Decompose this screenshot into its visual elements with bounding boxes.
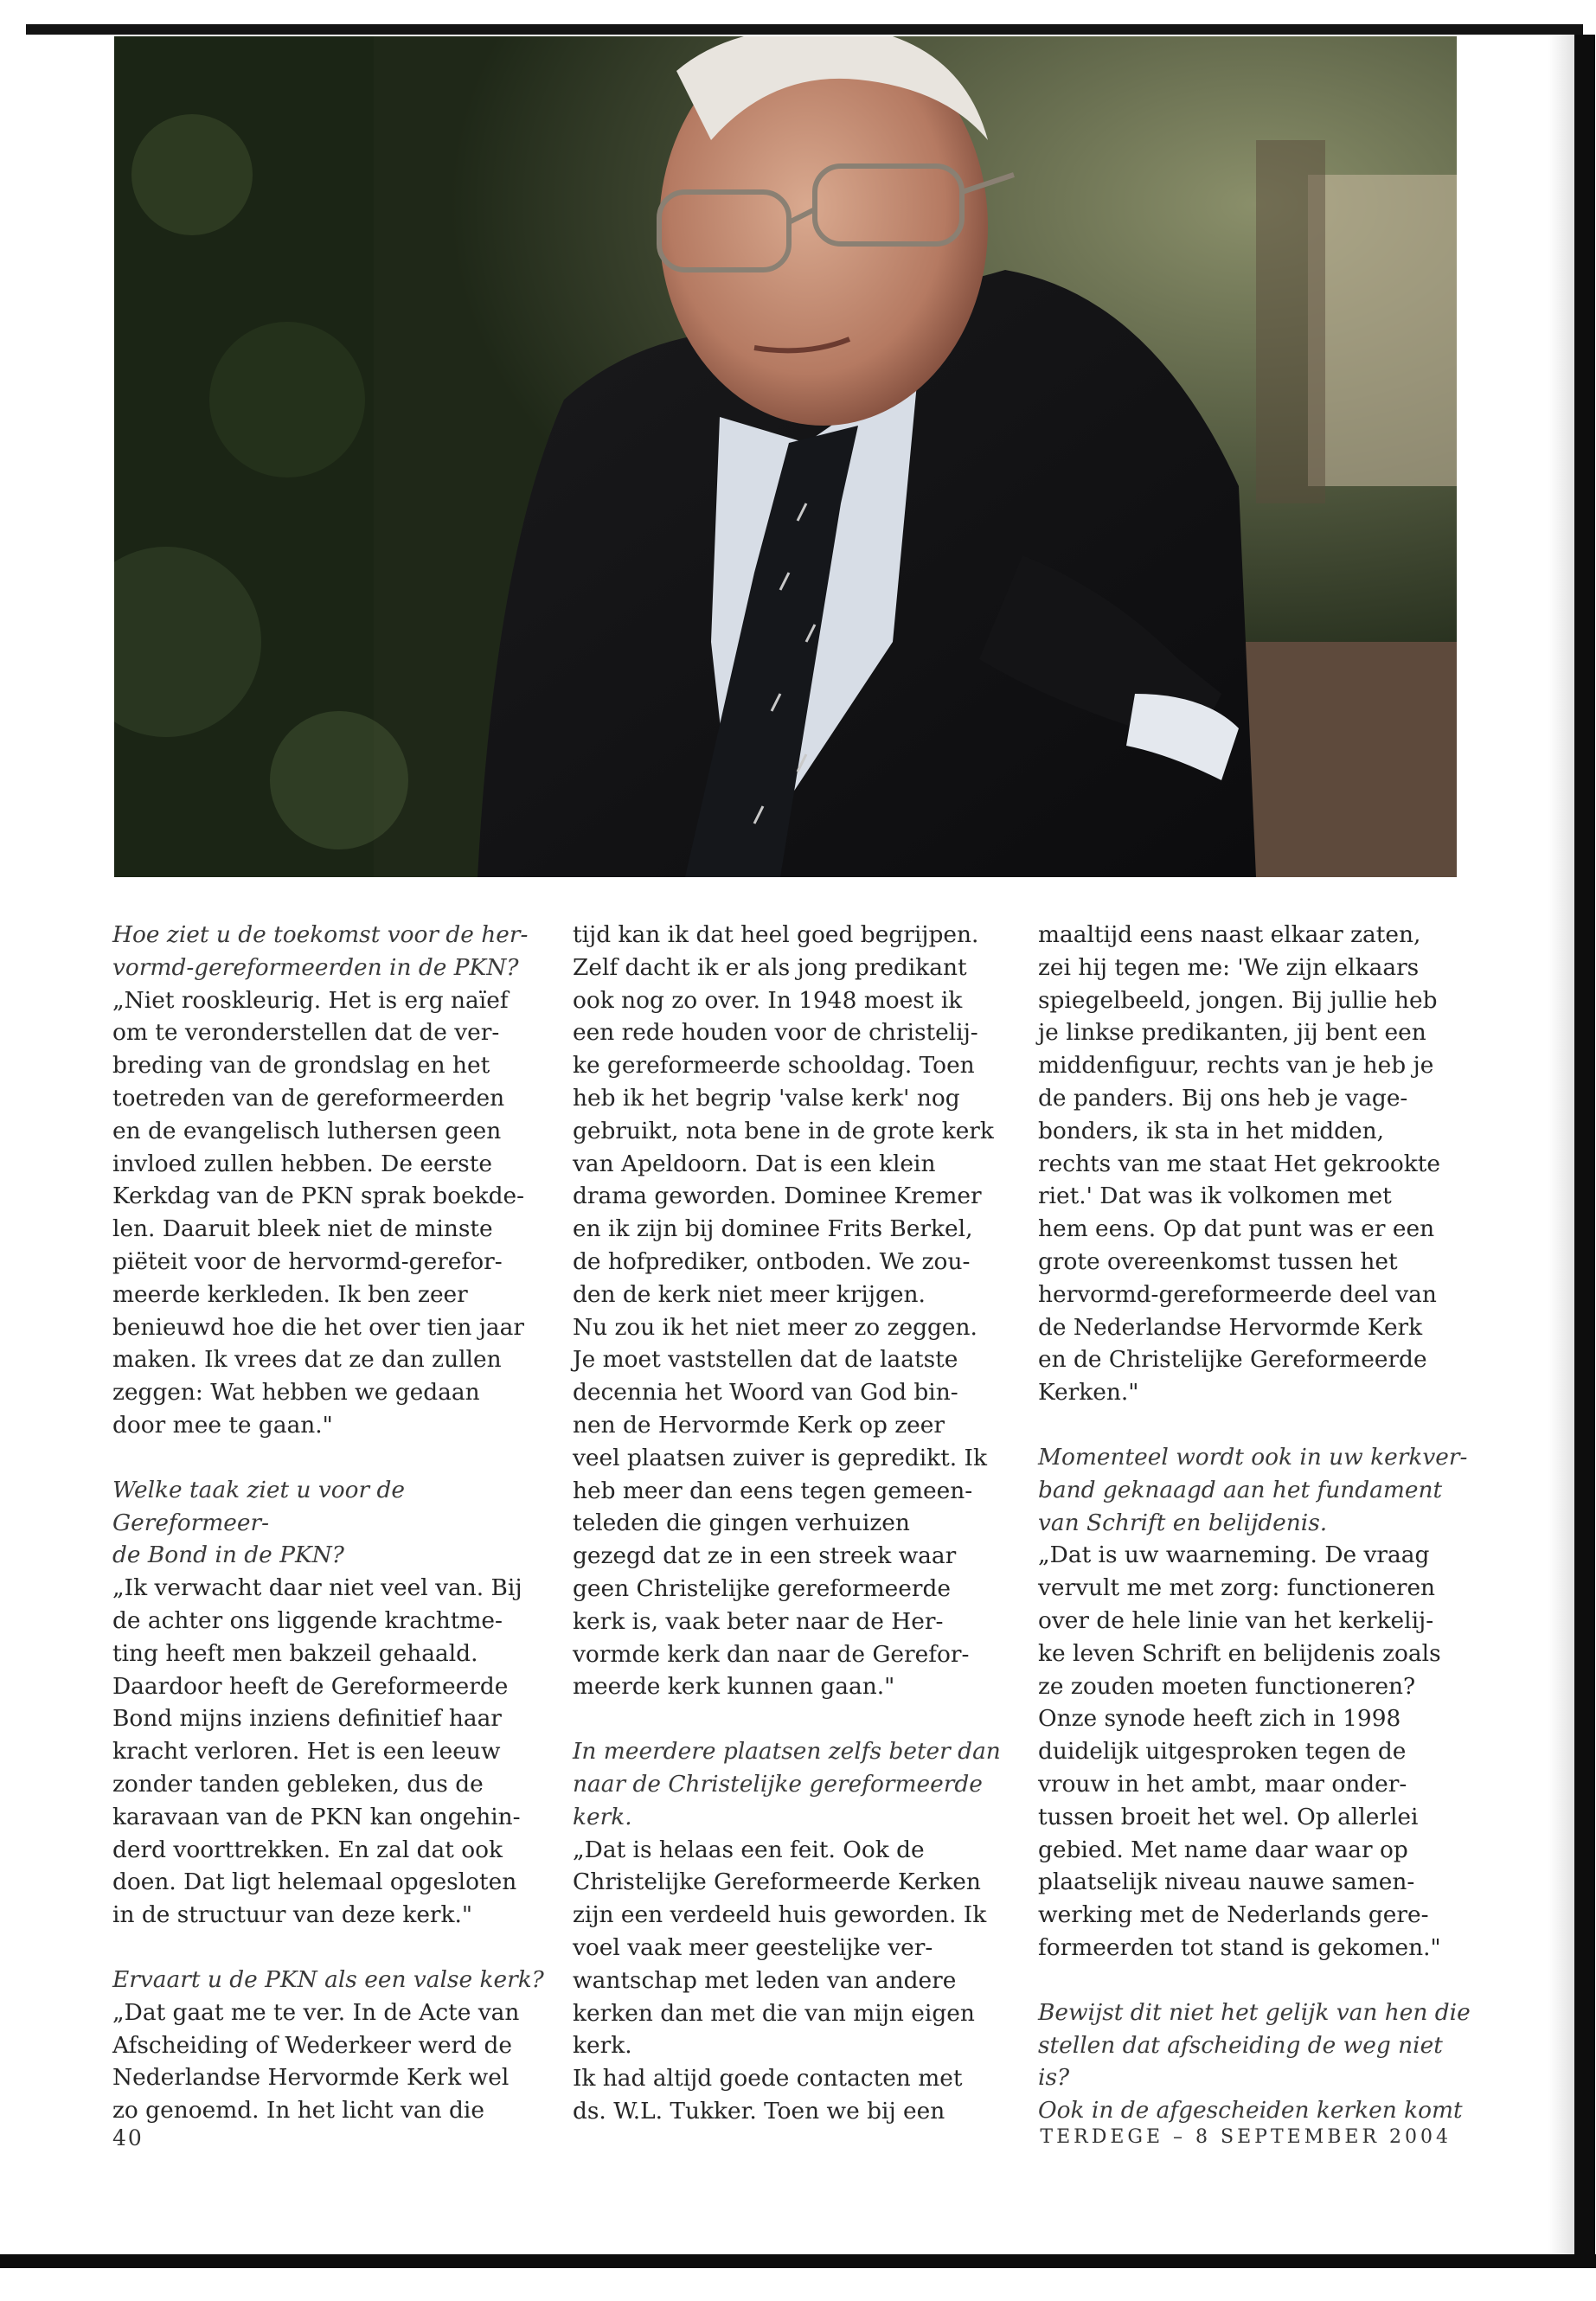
question-1: Hoe ziet u de toekomst voor de her- vormd-gereformeerden in de PKN?: [112, 921, 529, 981]
answer-3: „Dat gaat me te ver. In de Acte van Afscheiding of Wederkeer werd de Nederlandse Hervormde Kerk wel zo genoemd. In het licht van die: [112, 1998, 520, 2125]
top-border: [26, 24, 1583, 35]
question-4: In meerdere plaatsen zelfs beter dan naar de Christelijke gereformeerde kerk.: [573, 1738, 1001, 1830]
publication-footer: TERDEGE – 8 SEPTEMBER 2004: [1040, 2126, 1452, 2148]
bottom-border: [0, 2254, 1596, 2268]
text-column-2: [573, 919, 1005, 2128]
answer-3-continued: tijd kan ik dat heel goed begrijpen. Zelf dacht ik er als jong predikant ook nog zo over. In 1948 moest ik een rede houden voor de christelij- ke gereformeerde schooldag. Toen heb ik het begrip 'valse kerk' nog gebruikt, nota bene in de grote kerk van Apeldoorn. Dat is een klein drama geworden. Dominee Kremer en ik zijn bij dominee Frits Berkel, de hofprediker, ontboden. We zou- den de kerk niet meer krijgen. Nu zou ik het niet meer zo zeggen. Je moet vaststellen dat de laatste decennia het Woord van God bin- nen de Hervormde Kerk op zeer veel plaatsen zuiver is gepredikt. Ik heb meer dan eens tegen gemeen- teleden die gingen verhuizen gezegd dat ze in een streek waar geen Christelijke gereformeerde kerk is, vaak beter naar de Her- vormde kerk dan naar de Gerefor- meerde kerk kunnen gaan.": [573, 921, 994, 1701]
question-5: Momenteel wordt ook in uw kerkver- band geknaagd aan het fundament van Schrift en belijdenis.: [1038, 1443, 1468, 1536]
question-3: Ervaart u de PKN als een valse kerk?: [112, 1965, 544, 1993]
text-column-3: [1038, 919, 1471, 2127]
page-number: 40: [112, 2125, 144, 2150]
answer-2: „Ik verwacht daar niet veel van. Bij de achter ons liggende krachtme- ting heeft men bakzeil gehaald. Daardoor heeft de Gereformeerde Bond mijns inziens definitief haar kracht verloren. Het is een leeuw zonder tanden gebleken, dus de karavaan van de PKN kan ongehin- derd voorttrekken. En zal dat ook doen. Dat ligt helemaal opgesloten in de structuur van deze kerk.": [112, 1574, 522, 1929]
text-column-1: [112, 919, 545, 2127]
answer-5: „Dat is uw waarneming. De vraag vervult me met zorg: functioneren over de hele linie van het kerkelij- ke leven Schrift en belijdenis zoals ze zouden moeten functioneren? Onze synode heeft zich in 1998 duidelijk uitgesproken tegen de vrouw in het ambt, maar onder- tussen broeit het wel. Op allerlei gebied. Met name daar waar op plaatselijk niveau nauwe samen- werking met de Nederlands gere- formeerden tot stand is gekomen.": [1038, 1541, 1441, 1961]
question-2: Welke taak ziet u voor de Gereformeer- de Bond in de PKN?: [112, 1476, 406, 1569]
scan-shadow: [1548, 35, 1574, 2254]
answer-4: „Dat is helaas een feit. Ook de Christelijke Gereformeerde Kerken zijn een verdeeld huis geworden. Ik voel vaak meer geestelijke ver- wantschap met leden van andere kerken dan met die van mijn eigen kerk. Ik had altijd goede contacten met ds. W.L. Tukker. Toen we bij een: [573, 1836, 987, 2125]
portrait-illustration: [114, 36, 1457, 877]
question-6: Bewijst dit niet het gelijk van hen die stellen dat afscheiding de weg niet is? Ook in de afgescheiden kerken komt: [1038, 1998, 1471, 2125]
right-scan-border: [1574, 35, 1595, 2266]
portrait-photo: [114, 36, 1457, 877]
answer-4-continued: maaltijd eens naast elkaar zaten, zei hij tegen me: 'We zijn elkaars spiegelbeeld, jongen. Bij jullie heb je linkse predikanten, jij bent een middenfiguur, rechts van je heb je de panders. Bij ons heb je vage- bonders, ik sta in het midden, rechts van me staat Het gekrookte riet.' Dat was ik volkomen met hem eens. Op dat punt was er een grote overeenkomst tussen het hervormd-gereformeerde deel van de Nederlandse Hervormde Kerk en de Christelijke Gereformeerde Kerken.": [1038, 921, 1440, 1407]
answer-1: „Niet rooskleurig. Het is erg naïef om te veronderstellen dat de ver- breding van de grondslag en het toetreden van de gereformeerden en de evangelisch luthersen geen invloed zullen hebben. De eerste Kerkdag van de PKN sprak boekde- len. Daaruit bleek niet de minste piëteit voor de hervormd-gerefor- meerde kerkleden. Ik ben zeer benieuwd hoe die het over tien jaar maken. Ik vrees dat ze dan zullen zeggen: Wat hebben we gedaan door mee te gaan.": [112, 986, 525, 1439]
